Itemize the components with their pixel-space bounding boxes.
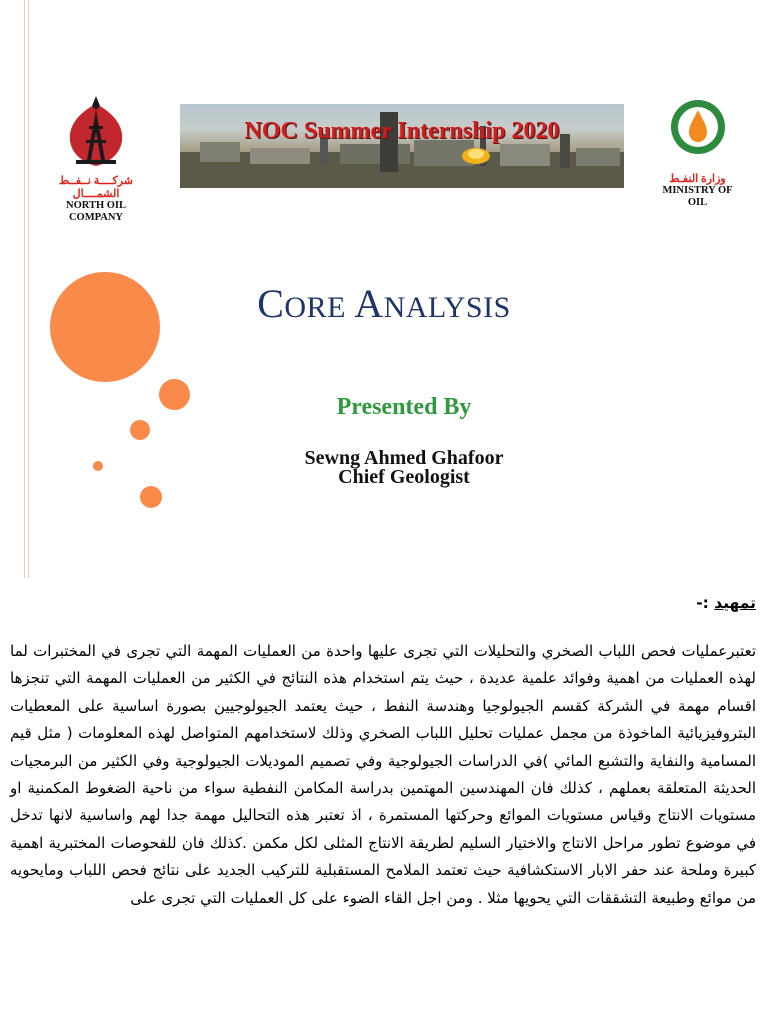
presenter-info [0, 449, 768, 487]
presented-by: Presented By [336, 394, 472, 420]
ministry-english-name-line1: MINISTRY OF [662, 185, 733, 196]
north-oil-arabic-name: شركــــة نــفــط الشمــــال [58, 175, 134, 200]
ministry-of-oil-logo [650, 92, 745, 224]
page-title [0, 280, 768, 327]
banner-title: NOC Summer Internship 2020 [244, 118, 560, 144]
ministry-english-name-line2: OIL [687, 197, 708, 208]
title-initial: C [257, 281, 285, 326]
oil-drop-icon [669, 98, 727, 156]
presenter-role: Chief Geologist [338, 466, 470, 488]
decor-circle-small [140, 486, 162, 508]
section-heading [696, 594, 756, 612]
refinery-banner [180, 104, 624, 188]
body-paragraph: تعتبرعمليات فحص اللباب الصخري والتحليلات التي تجرى عليها واحدة من العمليات المهمة التي تجرى في المختبرات لما لهذه العمليات من اهمية وفوائد علمية عديدة ، حيث يتم استخدام هذه النتائج في الكثير من العمليات المهمة التي تنجزها اقسام مهمة في الشركة كقسم الجيولوجيا وهندسة النفط ، حيث يعتمد الجيولوجيين بصورة اساسية على المعطيات البتروفيزيائية الماخوذة من مجمل عمليات تحليل اللباب الصخري وذلك لاستخدامهم المتواصل لهذه المعلومات ( مثل قيم المسامية والنفاية والتشبع المائي )في الدراسات الجيولوجية وفي تصميم الموديلات الجيولوجية وفي الكثير من البرمجيات الحديثة المتعلقة بعملهم ، كذلك فان المهندسين المهتمين بدراسة المكامن النفطية سواء من ناحية الضغوط المكمنية او مستويات الانتاج وقياس مستويات الموائع وحركتها المستمرة ، اذ تعتبر هذه التحاليل مهمة جدا لهم واساسية لانها تدخل في موضوع تطور مراحل الانتاج والاختيار السليم لطريقة الانتاج المثلى لكل مكمن .كذلك فان للفحوصات المختبرية اهمية كبيرة وملحة عند حفر الابار الاستكشافية حيث تعتمد الملامح المستقبلية للتركيب الجديد على نتائج فحص اللباب ومايحويه من موائع وطبيعة التشققات التي يحويها مثلا . ومن اجل القاء الضوء على كل العمليات التي تجرى على [10, 642, 756, 907]
heading-word: تمهيد [714, 594, 756, 612]
ministry-arabic-name: وزارة النفـط [669, 173, 726, 185]
decor-circle-small [130, 420, 150, 440]
north-oil-company-logo [36, 96, 156, 238]
oil-derrick-icon [56, 96, 136, 174]
north-oil-english-name-line2: COMPANY [68, 212, 124, 223]
title-rest: ORE [284, 291, 346, 324]
document-page [0, 578, 768, 1024]
heading-suffix: :- [696, 594, 709, 612]
refinery-skyline-icon [180, 104, 624, 188]
title-initial: A [354, 281, 384, 326]
title-rest: NALYSIS [383, 291, 511, 324]
north-oil-english-name-line1: NORTH OIL [65, 200, 127, 211]
presenter-name: Sewng Ahmed Ghafoor [304, 447, 504, 469]
